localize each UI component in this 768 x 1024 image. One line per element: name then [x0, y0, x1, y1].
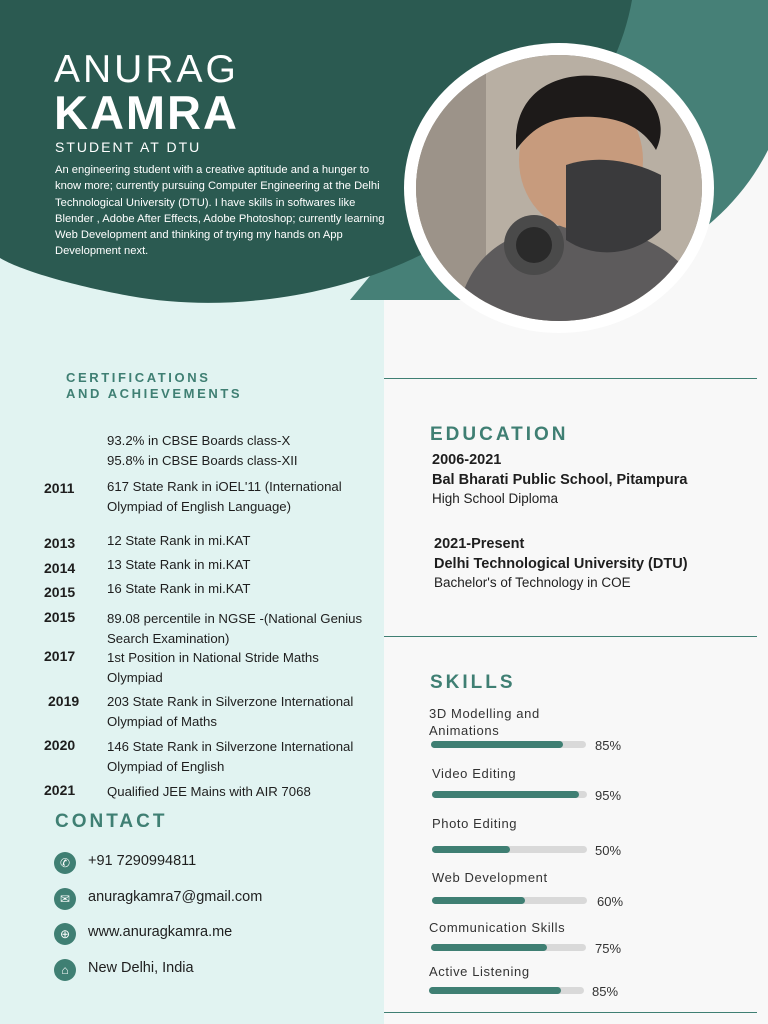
- education-period: 2006-2021: [432, 452, 502, 468]
- achievement-year: 2017: [44, 648, 76, 664]
- skill-bar-track: [429, 987, 584, 994]
- skill-bar-track: [432, 791, 587, 798]
- skill-percent: 85%: [595, 738, 622, 753]
- skill-bar-track: [432, 846, 587, 853]
- person-illustration: [416, 55, 702, 321]
- education-school: Delhi Technological University (DTU): [434, 556, 688, 572]
- certifications-title-line2: AND ACHIEVEMENTS: [66, 386, 243, 401]
- education-degree: Bachelor's of Technology in COE: [434, 575, 631, 590]
- achievement-text: Qualified JEE Mains with AIR 7068: [107, 784, 311, 799]
- first-name: ANURAG: [54, 48, 239, 91]
- skill-percent: 95%: [595, 788, 622, 803]
- skill-percent: 75%: [595, 941, 622, 956]
- achievement-text: 617 State Rank in iOEL'11 (International Olympiad of English Language): [107, 479, 342, 514]
- profile-photo-frame: [404, 43, 714, 333]
- achievement-year: 2013: [44, 535, 76, 551]
- contact-phone-text: +91 7290994811: [88, 853, 197, 869]
- skills-title: SKILLS: [430, 672, 516, 693]
- achievement-text: 16 State Rank in mi.KAT: [107, 581, 251, 596]
- achievement-text: 93.2% in CBSE Boards class-X: [107, 433, 291, 448]
- achievement-text: 12 State Rank in mi.KAT: [107, 533, 251, 548]
- skill-label: Web Development: [432, 870, 548, 885]
- achievement-text: 13 State Rank in mi.KAT: [107, 557, 251, 572]
- education-school: Bal Bharati Public School, Pitampura: [432, 472, 688, 488]
- certifications-title: [66, 370, 242, 402]
- job-title: STUDENT AT DTU: [55, 139, 202, 155]
- achievement-text: 146 State Rank in Silverzone International Olympiad of English: [107, 739, 354, 774]
- contact-email-text: anuragkamra7@gmail.com: [88, 889, 263, 905]
- skill-bar-fill: [432, 897, 525, 904]
- education-period: 2021-Present: [434, 536, 525, 552]
- home-icon: ⌂: [54, 959, 76, 981]
- skill-percent: 85%: [592, 984, 619, 999]
- achievement-year: 2015: [44, 584, 76, 600]
- achievement-year: 2014: [44, 560, 76, 576]
- skill-bar-fill: [431, 944, 547, 951]
- achievement-text: 203 State Rank in Silverzone International Olympiad of Maths: [107, 694, 354, 729]
- skill-label: Video Editing: [432, 766, 517, 781]
- skill-bar-fill: [432, 846, 510, 853]
- achievement-year: 2015: [44, 609, 76, 625]
- skill-bar-track: [431, 741, 586, 748]
- skill-label: 3D Modelling and Animations: [429, 706, 540, 738]
- profile-photo: [416, 55, 702, 321]
- skill-percent: 60%: [597, 894, 624, 909]
- divider: [384, 636, 757, 637]
- achievement-text: 89.08 percentile in NGSE -(National Genius Search Examination): [107, 611, 363, 646]
- skill-label: Active Listening: [429, 964, 530, 979]
- contact-website-text: www.anuragkamra.me: [88, 924, 233, 940]
- divider: [384, 1012, 757, 1013]
- skill-percent: 50%: [595, 843, 622, 858]
- divider: [384, 378, 757, 379]
- skill-bar-fill: [432, 791, 579, 798]
- achievement-year: 2011: [44, 480, 75, 496]
- achievement-text: 1st Position in National Stride Maths Olympiad: [107, 650, 319, 685]
- contact-title: CONTACT: [55, 811, 168, 832]
- skill-bar-track: [432, 897, 587, 904]
- globe-icon: ⊕: [54, 923, 76, 945]
- achievement-year: 2019: [48, 693, 80, 709]
- skill-label: Photo Editing: [432, 816, 518, 831]
- achievement-year: 2020: [44, 737, 76, 753]
- last-name: KAMRA: [54, 86, 239, 139]
- phone-icon: ✆: [54, 852, 76, 874]
- skill-bar-fill: [429, 987, 561, 994]
- achievement-year: 2021: [44, 782, 76, 798]
- skill-label: Communication Skills: [429, 920, 566, 935]
- education-degree: High School Diploma: [432, 491, 559, 506]
- skill-bar-track: [431, 944, 586, 951]
- email-icon: ✉: [54, 888, 76, 910]
- certifications-title-line1: CERTIFICATIONS: [66, 370, 211, 385]
- bio-text: An engineering student with a creative aptitude and a hunger to know more; currently pursuing Computer Engineering at the Delhi Technological University (DTU). I have skills in softwares like Blender , Adobe After Effects, Adobe Photoshop; currently learning Web Development and thinking of trying my hands on App Development next.: [55, 164, 385, 258]
- achievement-text: 95.8% in CBSE Boards class-XII: [107, 453, 298, 468]
- skill-bar-fill: [431, 741, 563, 748]
- education-title: EDUCATION: [430, 424, 569, 445]
- contact-location-text: New Delhi, India: [88, 960, 194, 976]
